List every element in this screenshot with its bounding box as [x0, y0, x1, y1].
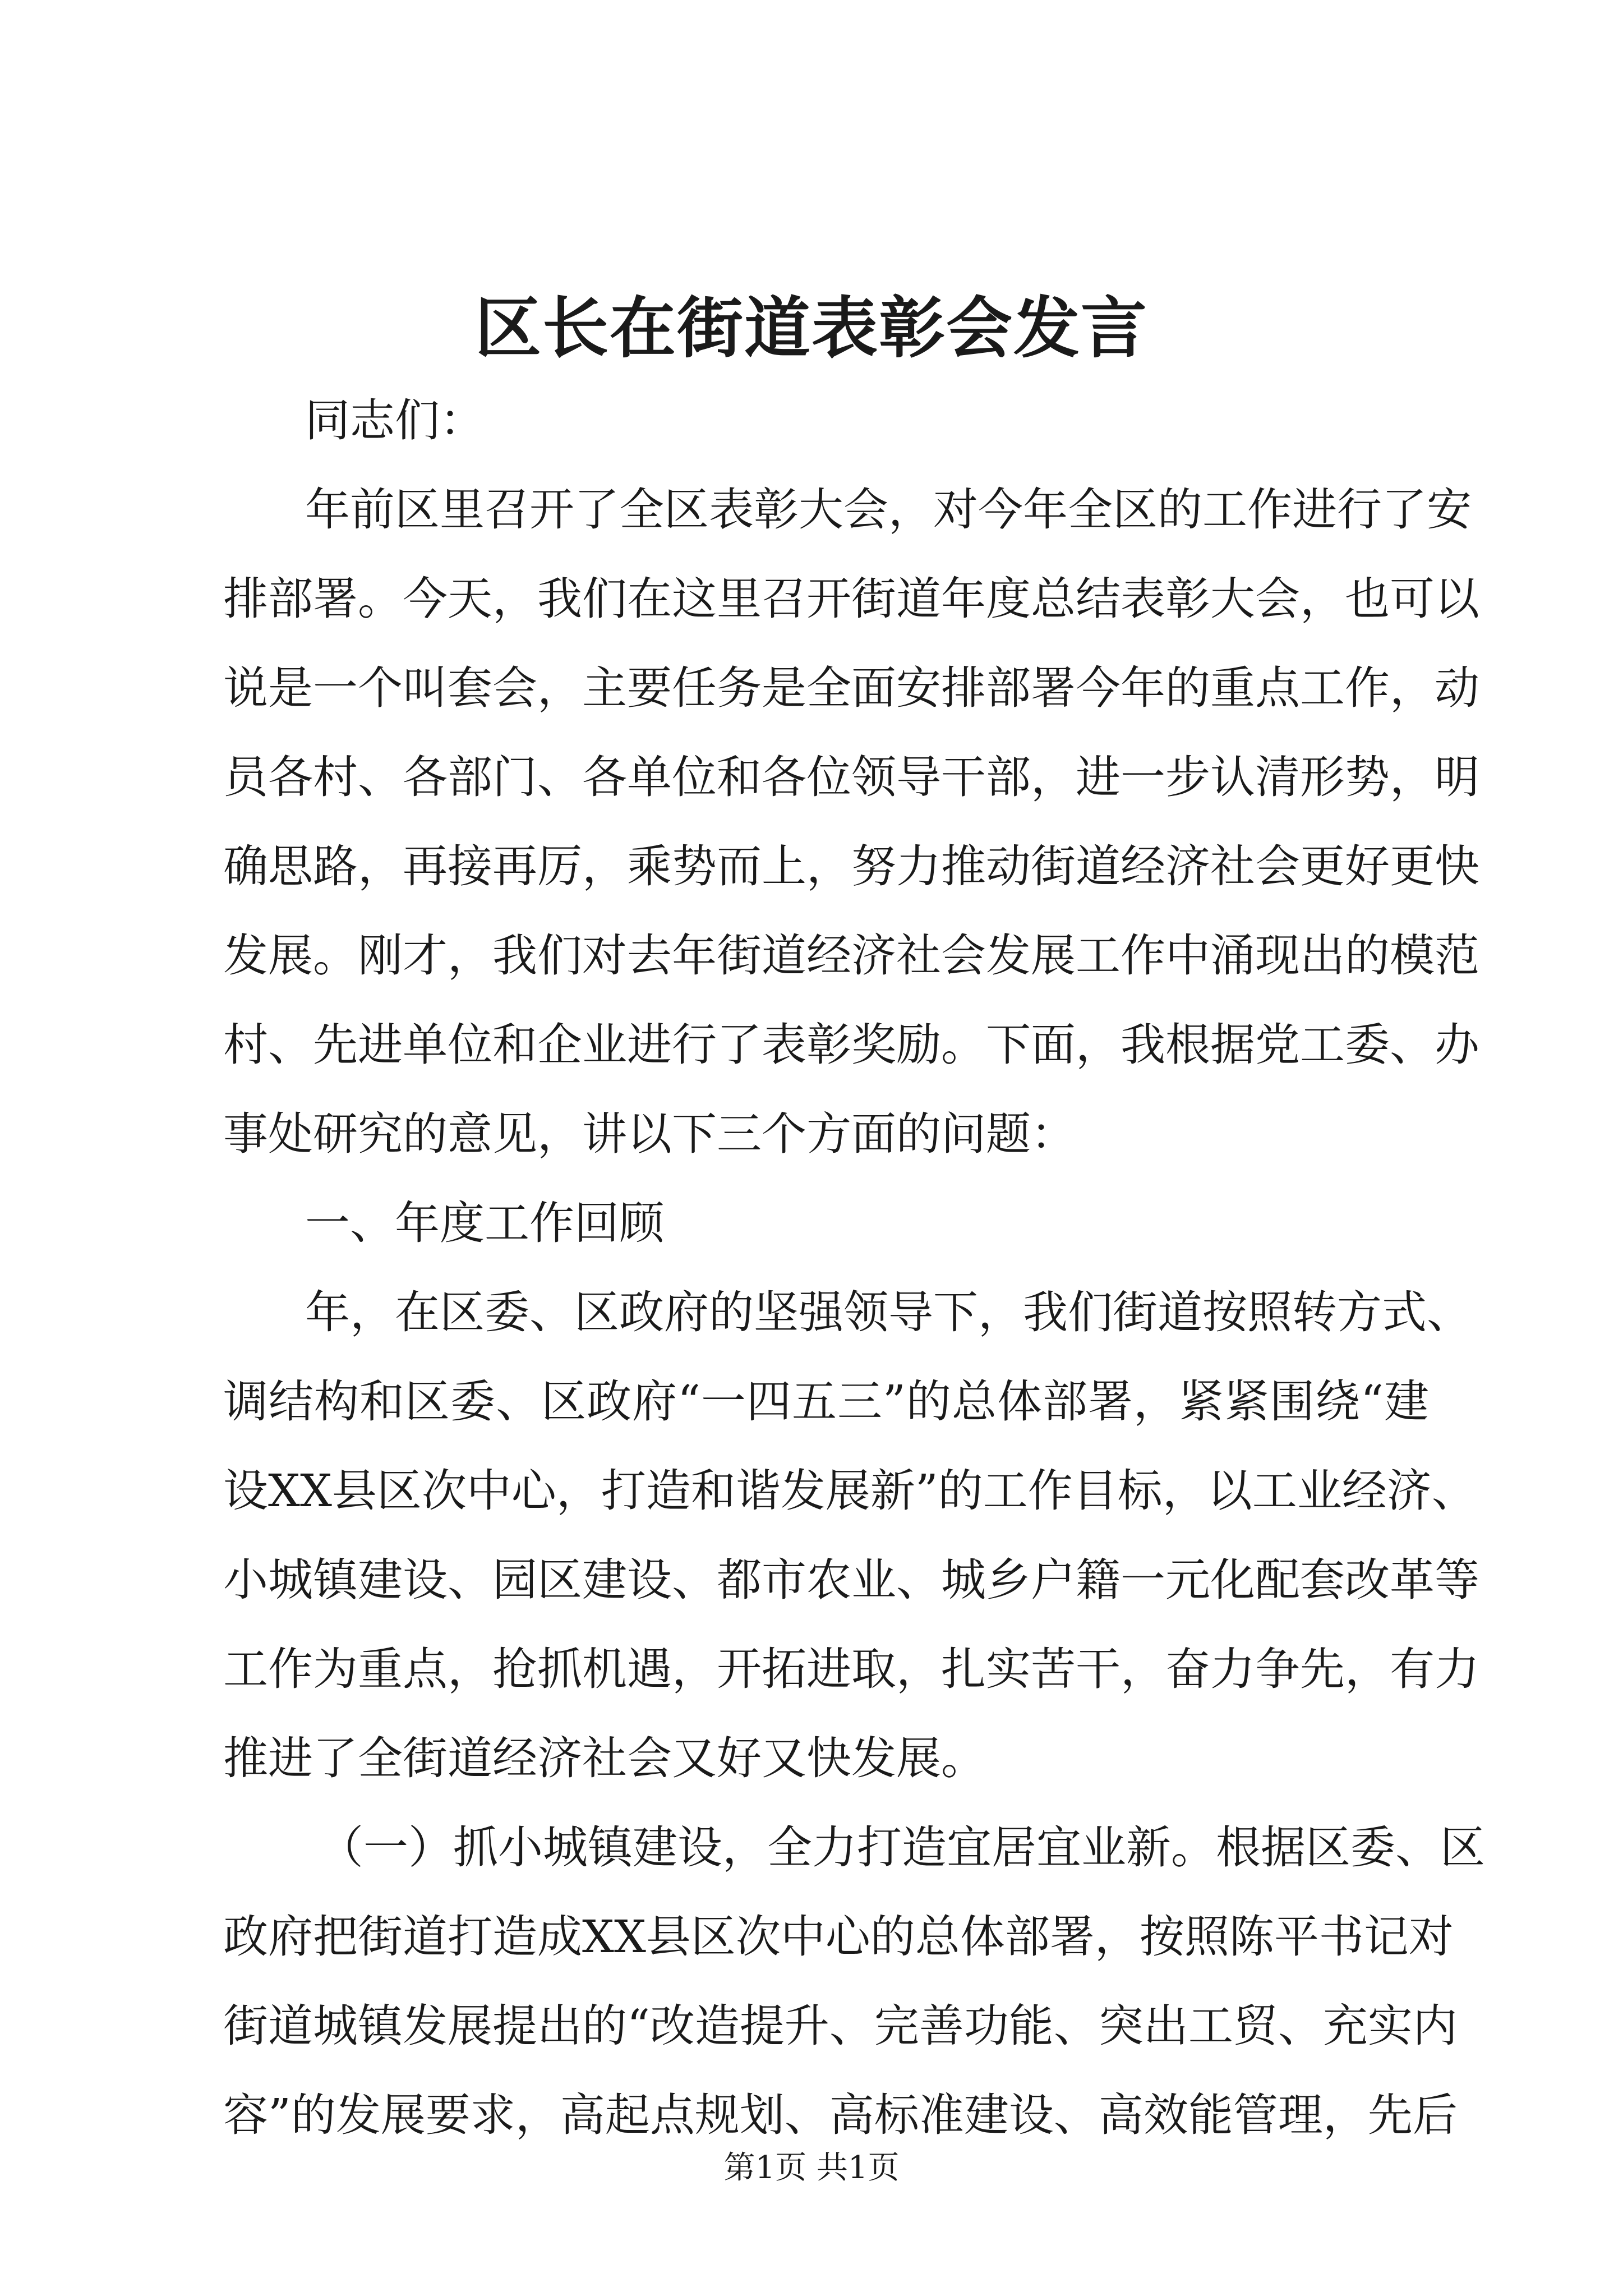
- paragraph-line: 确思路，再接再厉，乘势而上，努力推动街道经济社会更好更快: [223, 840, 1479, 892]
- document-title: 区长在街道表彰会发言: [474, 289, 1148, 367]
- paragraph-line: 排部署。今天，我们在这里召开街道年度总结表彰大会，也可以: [223, 573, 1479, 625]
- paragraph-line: 年，在区委、区政府的坚强领导下，我们街道按照转方式、: [305, 1286, 1472, 1338]
- paragraph-line: 街道城镇发展提出的“改造提升、完善功能、突出工贸、充实内: [223, 2000, 1458, 2052]
- paragraph-line: （一）抓小城镇建设，全力打造宜居宜业新。根据区委、区: [319, 1821, 1485, 1874]
- paragraph-line: 事处研究的意见，讲以下三个方面的问题：: [223, 1108, 1076, 1160]
- paragraph-line: 政府把街道打造成XX县区次中心的总体部署，按照陈平书记对: [223, 1911, 1454, 1963]
- paragraph-line: 工作为重点，抢抓机遇，开拓进取，扎实苦干，奋力争先，有力: [223, 1643, 1479, 1695]
- section-heading: 一、年度工作回顾: [305, 1197, 664, 1249]
- paragraph-line: 调结构和区委、区政府“一四五三”的总体部署，紧紧围绕“建: [223, 1375, 1429, 1428]
- document-body: [223, 376, 1485, 2160]
- paragraph-line: 容”的发展要求，高起点规划、高标准建设、高效能管理，先后: [223, 2089, 1458, 2141]
- salutation-line: 同志们：: [305, 394, 485, 447]
- paragraph-line: 村、先进单位和企业进行了表彰奖励。下面，我根据党工委、办: [223, 1019, 1479, 1071]
- paragraph-line: 小城镇建设、园区建设、都市农业、城乡户籍一元化配套改革等: [223, 1554, 1479, 1606]
- paragraph-line: 推进了全街道经济社会又好又快发展。: [223, 1732, 986, 1784]
- paragraph-line: 员各村、各部门、各单位和各位领导干部，进一步认清形势，明: [223, 751, 1479, 803]
- paragraph-line: 年前区里召开了全区表彰大会，对今年全区的工作进行了安: [305, 484, 1472, 536]
- paragraph-line: 设XX县区次中心，打造和谐发展新”的工作目标，以工业经济、: [223, 1465, 1477, 1517]
- page-footer: 第1页 共1页: [723, 2150, 900, 2186]
- paragraph-line: 发展。刚才，我们对去年街道经济社会发展工作中涌现出的模范: [223, 930, 1479, 982]
- paragraph-line: 说是一个叫套会，主要任务是全面安排部署今年的重点工作，动: [223, 662, 1479, 714]
